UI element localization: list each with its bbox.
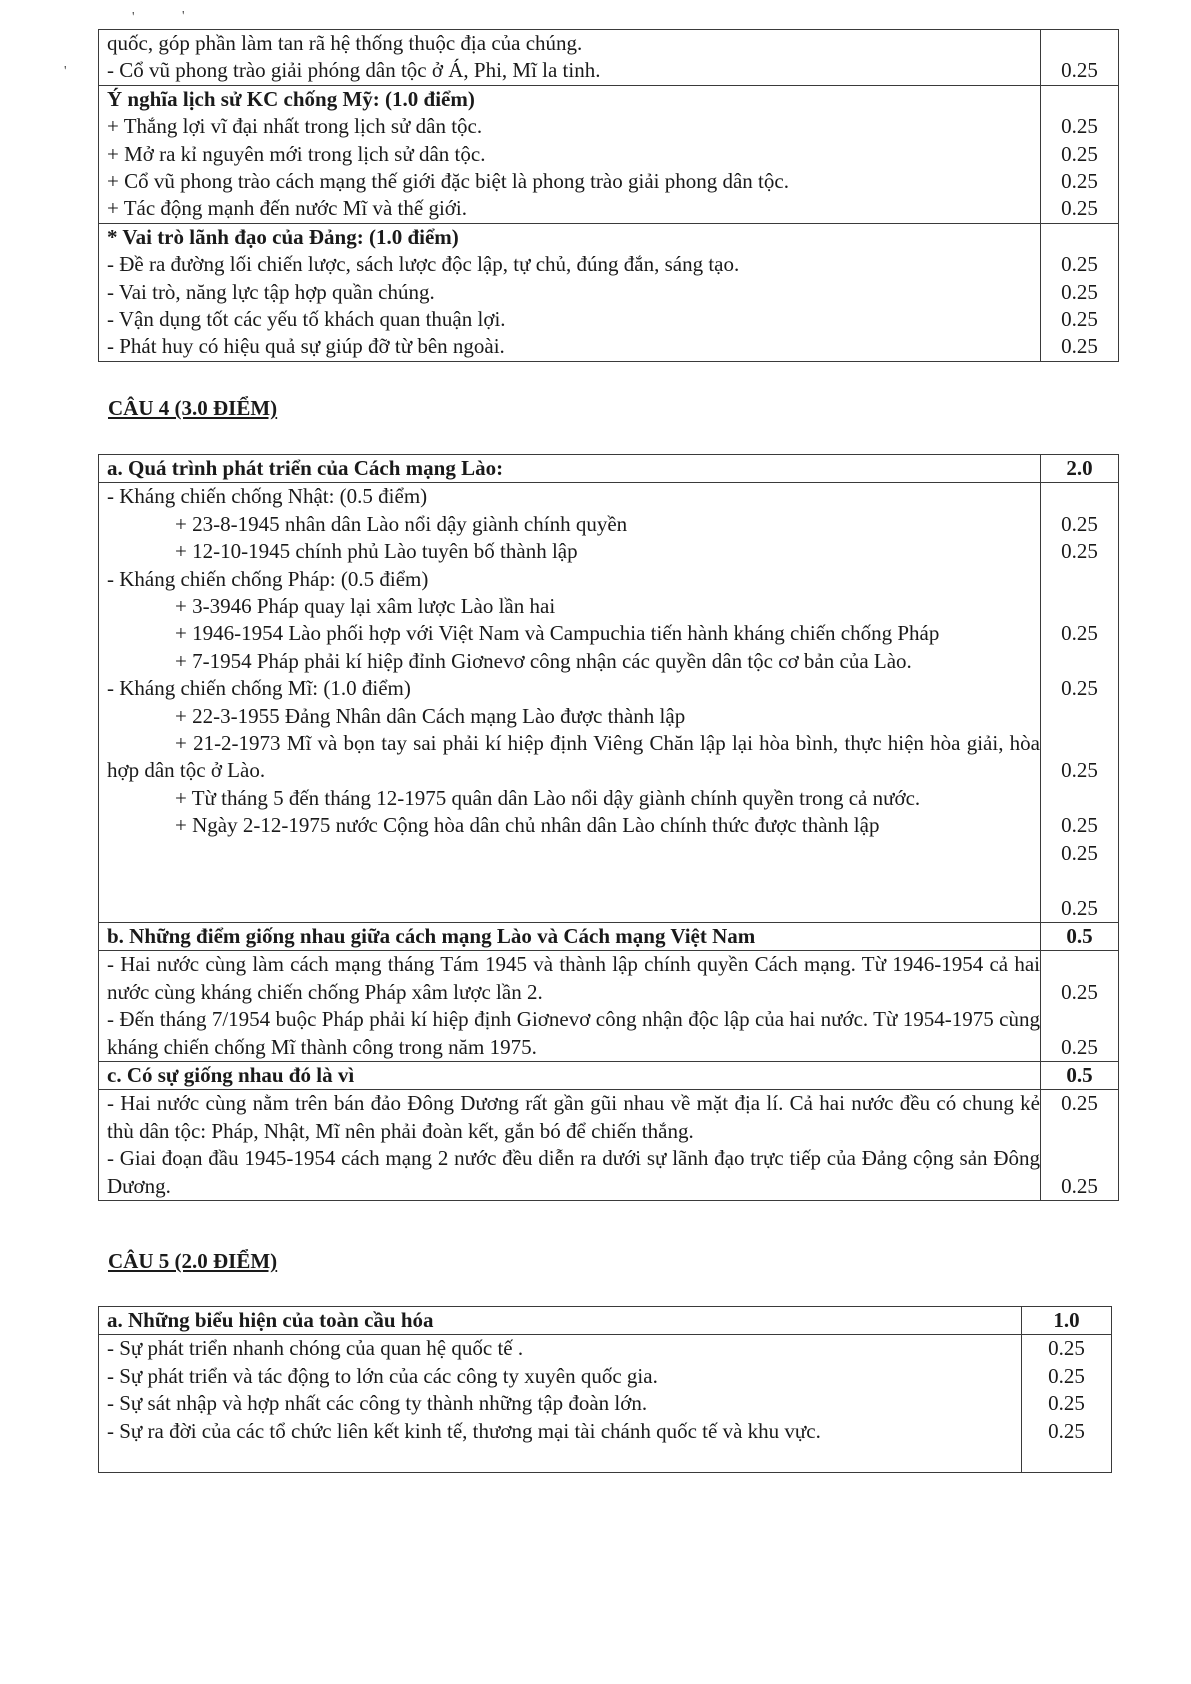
criteria-line: - Vai trò, năng lực tập hợp quần chúng. xyxy=(107,279,435,304)
points-value: 0.25 xyxy=(1061,621,1098,646)
points-value: 0.25 xyxy=(1061,840,1098,865)
points-value: 0.25 xyxy=(1061,141,1098,166)
criteria-line: - Kháng chiến chống Nhật: (0.5 điểm) xyxy=(107,484,428,509)
criteria-cell xyxy=(99,1090,1041,1201)
points-cell xyxy=(1041,1090,1119,1201)
grading-table-cau5 xyxy=(98,1306,1112,1473)
points-value: 0.25 xyxy=(1048,1363,1085,1388)
scan-speck: ' xyxy=(132,10,135,25)
section-heading: * Vai trò lãnh đạo của Đảng: (1.0 điểm) xyxy=(107,224,459,249)
score-total: 1.0 xyxy=(1053,1308,1080,1332)
points-cell xyxy=(1022,1307,1112,1335)
points-value: 0.25 xyxy=(1061,279,1098,304)
criteria-line: + 12-10-1945 chính phủ Lào tuyên bố thành lập xyxy=(175,539,578,564)
grading-table-cau3 xyxy=(98,29,1119,362)
grading-row xyxy=(99,1090,1119,1201)
points-cell xyxy=(1041,483,1119,923)
grading-row xyxy=(99,455,1119,483)
points-value: 0.25 xyxy=(1061,58,1098,83)
criteria-line: + Tác động mạnh đến nước Mĩ và thế giới. xyxy=(107,196,467,221)
points-value: 0.25 xyxy=(1061,758,1098,783)
score-total: 0.5 xyxy=(1066,923,1093,948)
criteria-line: - Sự phát triển và tác động to lớn của các công ty xuyên quốc gia. xyxy=(107,1363,658,1388)
points-cell xyxy=(1022,1335,1112,1473)
grading-row xyxy=(99,483,1119,923)
criteria-line: - Kháng chiến chống Pháp: (0.5 điểm) xyxy=(107,566,429,591)
criteria-line: - Cổ vũ phong trào giải phóng dân tộc ở Á, Phi, Mĩ la tinh. xyxy=(107,58,601,83)
section-heading: a. Những biểu hiện của toàn cầu hóa xyxy=(107,1308,434,1332)
points-cell xyxy=(1041,85,1119,223)
points-cell xyxy=(1041,1061,1119,1089)
points-value: 0.25 xyxy=(1061,539,1098,564)
criteria-paragraph: - Hai nước cùng nằm trên bán đảo Đông Dương rất gần gũi nhau về mặt địa lí. Cả hai nước đều có chung kẻ thù dân tộc: Pháp, Nhật, Mĩ nên phải đoàn kết, gắn bó để chiến thắng. xyxy=(107,1091,1040,1143)
points-cell xyxy=(1041,30,1119,86)
criteria-line: + 3-3946 Pháp quay lại xâm lược Lào lần hai xyxy=(175,594,556,619)
criteria-cell xyxy=(99,483,1041,923)
criteria-paragraph: + 7-1954 Pháp phải kí hiệp đỉnh Giơnevơ công nhận các quyền dân tộc cơ bản của Lào. xyxy=(175,648,912,673)
criteria-line: - Kháng chiến chống Mĩ: (1.0 điểm) xyxy=(107,676,411,701)
criteria-cell xyxy=(99,223,1041,361)
criteria-cell xyxy=(99,455,1041,483)
points-value: 0.25 xyxy=(1061,1173,1098,1198)
criteria-cell xyxy=(99,1061,1041,1089)
criteria-line: - Vận dụng tốt các yếu tố khách quan thuận lợi. xyxy=(107,307,506,332)
criteria-line: + Mở ra kỉ nguyên mới trong lịch sử dân tộc. xyxy=(107,141,486,166)
points-value: 0.25 xyxy=(1061,307,1098,332)
criteria-paragraph: - Đến tháng 7/1954 buộc Pháp phải kí hiệp định Giơnevơ công nhận độc lập của hai nước. Từ 1954-1975 cùng kháng chiến chống Mĩ thành công trong năm 1975. xyxy=(107,1007,1040,1059)
points-cell xyxy=(1041,922,1119,950)
criteria-line: + 22-3-1955 Đảng Nhân dân Cách mạng Lào được thành lập xyxy=(175,703,686,728)
criteria-paragraph: + 21-2-1973 Mĩ và bọn tay sai phải kí hiệp định Viêng Chăn lập lại hòa bình, thực hiện hòa giải, hòa hợp dân tộc ở Lào. xyxy=(107,731,1040,783)
criteria-line: + Cổ vũ phong trào cách mạng thế giới đặc biệt là phong trào giải phong dân tộc. xyxy=(107,169,789,194)
grading-row xyxy=(99,922,1119,950)
points-value: 0.25 xyxy=(1048,1418,1085,1443)
grading-row xyxy=(99,85,1119,223)
criteria-line: - Sự phát triển nhanh chóng của quan hệ quốc tế . xyxy=(107,1336,524,1361)
points-value: 0.25 xyxy=(1061,813,1098,838)
section-title-cau5: CÂU 5 (2.0 ĐIỂM) xyxy=(108,1249,278,1273)
criteria-cell xyxy=(99,1307,1022,1335)
scan-speck: ' xyxy=(182,9,185,24)
grading-row xyxy=(99,951,1119,1062)
criteria-line: - Phát huy có hiệu quả sự giúp đỡ từ bên ngoài. xyxy=(107,334,505,359)
criteria-paragraph: + 1946-1954 Lào phối hợp với Việt Nam và Campuchia tiến hành kháng chiến chống Pháp xyxy=(175,621,940,646)
points-value: 0.25 xyxy=(1061,252,1098,277)
criteria-line: - Đề ra đường lối chiến lược, sách lược độc lập, tự chủ, đúng đắn, sáng tạo. xyxy=(107,252,740,277)
points-value: 0.25 xyxy=(1061,676,1098,701)
criteria-paragraph: - Hai nước cùng làm cách mạng tháng Tám 1945 và thành lập chính quyền Cách mạng. Từ 1946-1954 cả hai nước cùng kháng chiến chống Pháp xâm lược lần 2. xyxy=(107,952,1040,1004)
points-cell xyxy=(1041,223,1119,361)
points-cell xyxy=(1041,455,1119,483)
points-value: 0.25 xyxy=(1061,114,1098,139)
section-title-cau4: CÂU 4 (3.0 ĐIỂM) xyxy=(108,396,278,420)
points-value: 0.25 xyxy=(1048,1391,1085,1416)
points-value: 0.25 xyxy=(1048,1336,1085,1361)
points-value: 0.25 xyxy=(1061,979,1098,1004)
points-cell xyxy=(1041,951,1119,1062)
section-heading: a. Quá trình phát triển của Cách mạng Lào: xyxy=(107,456,504,480)
grading-row xyxy=(99,223,1119,361)
score-total: 2.0 xyxy=(1066,456,1093,480)
criteria-line: - Sự sát nhập và hợp nhất các công ty thành những tập đoàn lớn. xyxy=(107,1391,648,1416)
criteria-line: - Sự ra đời của các tổ chức liên kết kinh tế, thương mại tài chánh quốc tế và khu vực. xyxy=(107,1418,821,1443)
criteria-cell xyxy=(99,30,1041,86)
grading-row xyxy=(99,1335,1112,1473)
grading-row xyxy=(99,1061,1119,1089)
points-value xyxy=(1041,30,1118,57)
points-value: 0.25 xyxy=(1061,169,1098,194)
criteria-paragraph: + Từ tháng 5 đến tháng 12-1975 quân dân Lào nổi dậy giành chính quyền trong cả nước. xyxy=(175,785,921,810)
points-value: 0.25 xyxy=(1061,895,1098,920)
grading-row xyxy=(99,1307,1112,1335)
score-total: 0.5 xyxy=(1066,1062,1093,1087)
section-heading: Ý nghĩa lịch sử KC chống Mỹ: (1.0 điểm) xyxy=(107,86,475,111)
criteria-cell xyxy=(99,951,1041,1062)
criteria-line: quốc, góp phần làm tan rã hệ thống thuộc địa của chúng. xyxy=(107,31,583,55)
grading-table-cau4 xyxy=(98,454,1119,1201)
points-value: 0.25 xyxy=(1061,1034,1098,1059)
section-heading: b. Những điểm giống nhau giữa cách mạng Lào và Cách mạng Việt Nam xyxy=(107,923,756,948)
scan-speck: ' xyxy=(64,64,67,79)
points-value: 0.25 xyxy=(1061,1091,1098,1116)
section-heading: c. Có sự giống nhau đó là vì xyxy=(107,1062,355,1087)
points-value: 0.25 xyxy=(1061,334,1098,359)
criteria-cell xyxy=(99,85,1041,223)
criteria-line: + Ngày 2-12-1975 nước Cộng hòa dân chủ nhân dân Lào chính thức được thành lập xyxy=(175,813,880,838)
criteria-cell xyxy=(99,922,1041,950)
points-value: 0.25 xyxy=(1061,511,1098,536)
criteria-line: + Thắng lợi vĩ đại nhất trong lịch sử dân tộc. xyxy=(107,114,483,139)
criteria-cell xyxy=(99,1335,1022,1473)
criteria-line: + 23-8-1945 nhân dân Lào nổi dậy giành chính quyền xyxy=(175,511,628,536)
criteria-paragraph: - Giai đoạn đầu 1945-1954 cách mạng 2 nước đều diễn ra dưới sự lãnh đạo trực tiếp của Đảng cộng sản Đông Dương. xyxy=(107,1146,1040,1198)
grading-row xyxy=(99,30,1119,86)
points-value: 0.25 xyxy=(1061,196,1098,221)
